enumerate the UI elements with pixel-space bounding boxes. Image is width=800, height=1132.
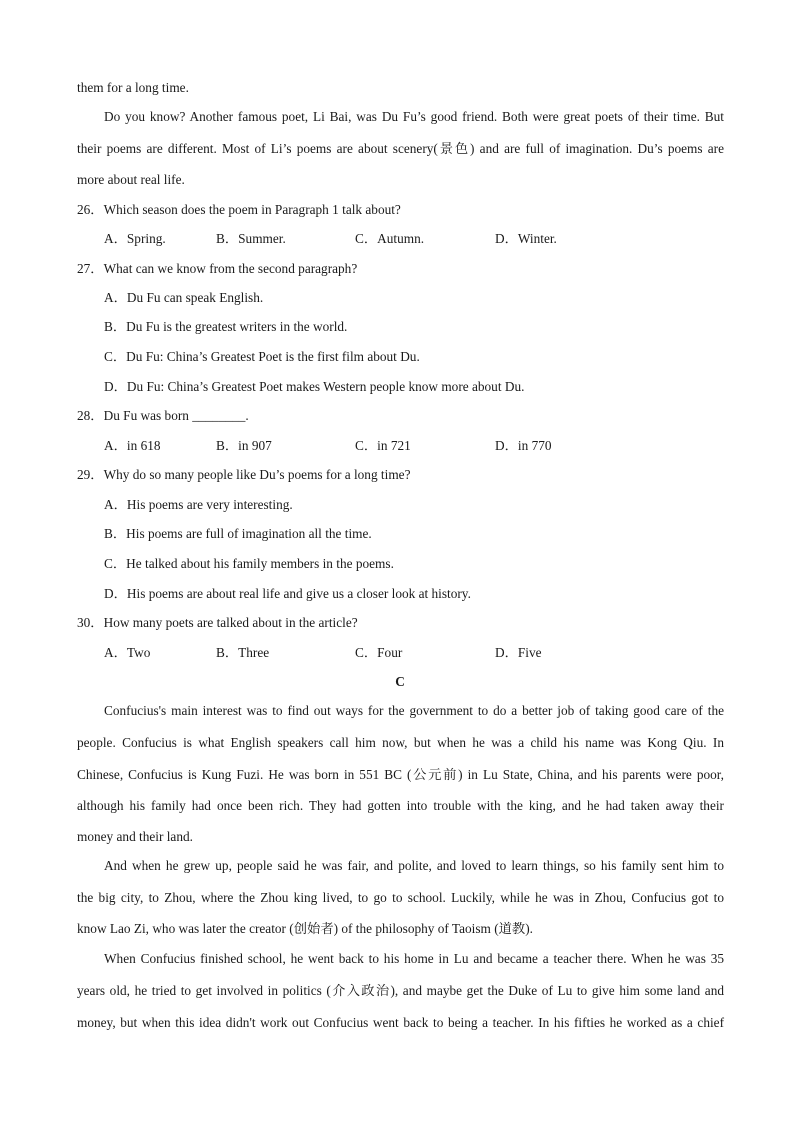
passage-b-continuation: them for a long time.: [77, 80, 189, 95]
question-28-option-d[interactable]: D．in 770: [495, 438, 552, 453]
passage-c-p2-line: And when he grew up, people said he was fair, and polite, and loved to learn things, so his family sent him to: [104, 858, 724, 873]
question-28-option-a[interactable]: A．in 618: [104, 438, 161, 453]
question-26-option-a[interactable]: A．Spring.: [104, 231, 166, 246]
question-27-option-c[interactable]: C．Du Fu: China’s Greatest Poet is the first film about Du.: [104, 349, 420, 364]
question-30-stem: 30．How many poets are talked about in the article?: [77, 615, 358, 630]
question-30-option-b[interactable]: B．Three: [216, 645, 270, 660]
question-27-option-a[interactable]: A．Du Fu can speak English.: [104, 290, 264, 305]
question-29-option-d[interactable]: D．His poems are about real life and give us a closer look at history.: [104, 586, 471, 601]
question-27-option-d[interactable]: D．Du Fu: China’s Greatest Poet makes Western people know more about Du.: [104, 379, 525, 394]
question-28-option-b[interactable]: B．in 907: [216, 438, 272, 453]
passage-c-p1-line: people. Confucius is what English speakers call him now, but when he was a child his name was Kong Qiu. In: [77, 735, 724, 750]
passage-b-para3-line: more about real life.: [77, 172, 185, 187]
passage-c-p1-line: although his family had once been rich. They had gotten into trouble with the king, and he had taken away their: [77, 798, 724, 813]
passage-c-p2-line: the big city, to Zhou, where the Zhou king lived, to go to school. Luckily, while he was in Zhou, Confucius got to: [77, 890, 724, 905]
passage-c-p1-line: Chinese, Confucius is Kung Fuzi. He was born in 551 BC (公元前) in Lu State, China, and his parents were poor,: [77, 767, 724, 782]
question-29-stem: 29．Why do so many people like Du’s poems for a long time?: [77, 467, 411, 482]
question-30-option-a[interactable]: A．Two: [104, 645, 151, 660]
question-28-stem: 28．Du Fu was born ________.: [77, 408, 249, 423]
question-30-option-c[interactable]: C．Four: [355, 645, 403, 660]
passage-c-p1-line: money and their land.: [77, 829, 193, 844]
passage-c-p2-line: know Lao Zi, who was later the creator (创始者) of the philosophy of Taoism (道教).: [77, 921, 533, 936]
passage-c-p1-line: Confucius's main interest was to find out ways for the government to do a better job of taking good care of the: [104, 703, 724, 718]
question-29-option-a[interactable]: A．His poems are very interesting.: [104, 497, 293, 512]
question-26-option-d[interactable]: D．Winter.: [495, 231, 557, 246]
passage-c-p3-line: years old, he tried to get involved in politics (介入政治), and maybe get the Duke of Lu to give him some land and: [77, 983, 724, 998]
question-28-option-c[interactable]: C．in 721: [355, 438, 411, 453]
question-27-stem: 27．What can we know from the second paragraph?: [77, 261, 358, 276]
passage-c-p3-line: When Confucius finished school, he went back to his home in Lu and became a teacher there. When he was 35: [104, 951, 724, 966]
question-27-option-b[interactable]: B．Du Fu is the greatest writers in the world.: [104, 319, 348, 334]
question-26-option-b[interactable]: B．Summer.: [216, 231, 286, 246]
passage-c-heading: C: [395, 674, 405, 689]
question-26-option-c[interactable]: C．Autumn.: [355, 231, 425, 246]
passage-b-para3-line: their poems are different. Most of Li’s poems are about scenery(景色) and are full of imagination. Du’s poems are: [77, 141, 724, 156]
passage-c-p3-line: money, but when this idea didn't work out Confucius went back to being a teacher. In his fifties he worked as a chief: [77, 1015, 724, 1030]
passage-b-para3-line: Do you know? Another famous poet, Li Bai, was Du Fu’s good friend. Both were great poets of their time. But: [104, 109, 724, 124]
question-30-option-d[interactable]: D．Five: [495, 645, 542, 660]
question-29-option-b[interactable]: B．His poems are full of imagination all the time.: [104, 526, 372, 541]
question-29-option-c[interactable]: C．He talked about his family members in the poems.: [104, 556, 394, 571]
question-26-stem: 26．Which season does the poem in Paragraph 1 talk about?: [77, 202, 401, 217]
